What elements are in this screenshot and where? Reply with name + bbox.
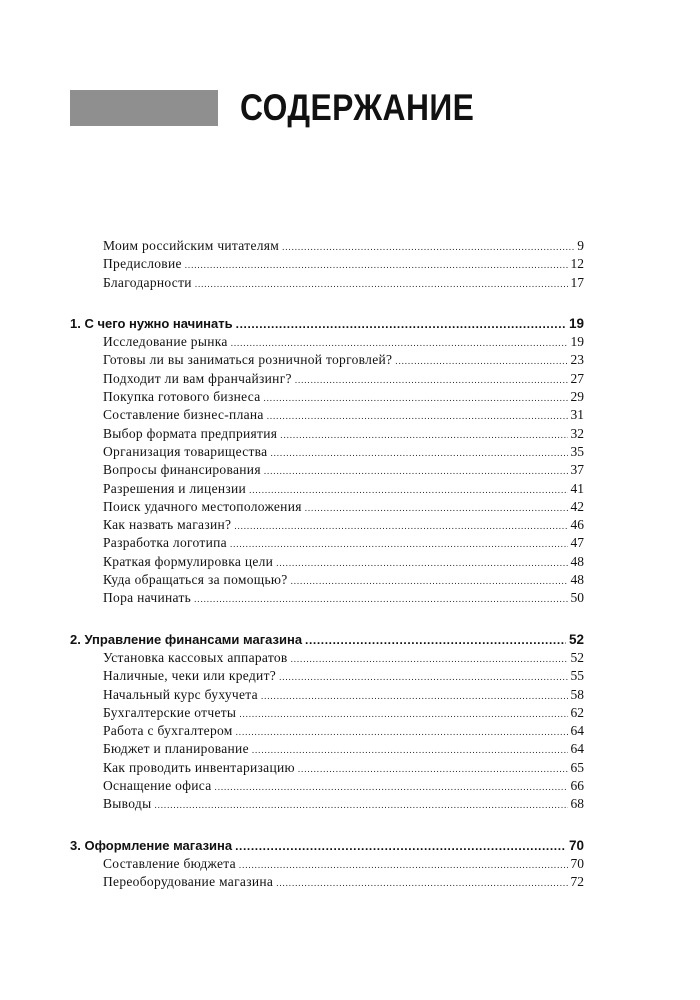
section-page: 37 (570, 462, 584, 478)
chapter-page: 19 (568, 315, 584, 331)
section-title: Покупка готового бизнеса (103, 389, 261, 405)
section-page: 72 (570, 874, 584, 890)
dot-leader (239, 705, 567, 723)
toc-section (70, 443, 584, 461)
table-of-contents (70, 237, 584, 892)
dot-leader (298, 760, 568, 778)
section-page: 64 (570, 723, 584, 739)
dot-leader (276, 874, 567, 892)
dot-leader (276, 554, 567, 572)
dot-leader (267, 407, 568, 425)
dot-leader (235, 837, 566, 855)
section-page: 23 (570, 352, 584, 368)
section-page: 68 (570, 796, 584, 812)
section-title: Вопросы финансирования (103, 462, 261, 478)
section-page: 48 (570, 572, 584, 588)
dot-leader (280, 426, 567, 444)
toc-section (70, 461, 584, 479)
toc-section (70, 873, 584, 891)
toc-section (70, 777, 584, 795)
toc-entry-page: 12 (570, 256, 584, 272)
dot-leader (236, 315, 566, 333)
toc-entry-preface (70, 255, 584, 273)
toc-section (70, 686, 584, 704)
section-title: Поиск удачного местоположения (103, 498, 302, 514)
dot-leader (270, 444, 567, 462)
dot-leader (252, 741, 568, 759)
dot-leader (264, 389, 568, 407)
toc-entry-title: Благодарности (103, 274, 192, 290)
toc-section (70, 571, 584, 589)
section-page: 62 (570, 704, 584, 720)
section-title: Составление бизнес-плана (103, 407, 264, 423)
toc-section (70, 498, 584, 516)
section-page: 66 (570, 778, 584, 794)
chapter-page: 70 (568, 837, 584, 853)
dot-leader (264, 462, 568, 480)
toc-section (70, 425, 584, 443)
toc-chapter-3 (70, 837, 584, 855)
section-title: Выводы (103, 796, 152, 812)
section-page: 64 (570, 741, 584, 757)
dot-leader (279, 668, 567, 686)
section-page: 29 (570, 389, 584, 405)
dot-leader (395, 352, 567, 370)
toc-section (70, 589, 584, 607)
section-page: 47 (570, 535, 584, 551)
toc-section (70, 855, 584, 873)
dot-leader (236, 723, 568, 741)
dot-leader (239, 856, 568, 874)
page-title: СОДЕРЖАНИЕ (240, 87, 475, 128)
toc-section (70, 388, 584, 406)
dot-leader (291, 572, 568, 590)
dot-leader (282, 238, 574, 256)
toc-section (70, 740, 584, 758)
page-header (70, 86, 512, 130)
dot-leader (249, 481, 567, 499)
section-title: Наличные, чеки или кредит? (103, 668, 277, 684)
section-title: Начальный курс бухучета (103, 686, 258, 702)
dot-leader (305, 631, 566, 649)
section-page: 19 (570, 334, 584, 350)
section-title: Краткая формулировка цели (103, 553, 274, 569)
toc-entry-page: 17 (570, 274, 584, 290)
toc-entry-acknowledgements (70, 274, 584, 292)
toc-entry-title: Предисловие (103, 256, 182, 272)
section-page: 48 (570, 553, 584, 569)
section-title: Пора начинать (103, 590, 192, 606)
toc-entry-title: Моим российским читателям (103, 238, 280, 253)
dot-leader (195, 275, 568, 293)
dot-leader (234, 517, 567, 535)
chapter-title: 2. Управление финансами магазина (70, 631, 303, 647)
dot-leader (154, 796, 567, 814)
toc-section (70, 759, 584, 777)
toc-entry-readers (70, 237, 584, 255)
dot-leader (185, 256, 568, 274)
section-title: Разрешения и лицензии (103, 480, 247, 496)
section-title: Куда обращаться за помощью? (103, 572, 288, 588)
section-title: Подходит ли вам франчайзинг? (103, 370, 292, 386)
section-title: Разработка логотипа (103, 535, 227, 551)
section-title: Выбор формата предприятия (103, 425, 278, 441)
section-page: 32 (570, 425, 584, 441)
section-page: 52 (570, 649, 584, 665)
toc-section (70, 516, 584, 534)
section-page: 35 (570, 443, 584, 459)
toc-section (70, 406, 584, 424)
toc-chapter-1 (70, 315, 584, 333)
section-title: Бухгалтерские отчеты (103, 704, 237, 720)
toc-section (70, 351, 584, 369)
section-page: 41 (570, 480, 584, 496)
section-title: Бюджет и планирование (103, 741, 249, 757)
section-title: Составление бюджета (103, 855, 236, 871)
toc-section (70, 795, 584, 813)
toc-section (70, 370, 584, 388)
dot-leader (295, 371, 568, 389)
dot-leader (194, 590, 567, 608)
toc-section (70, 480, 584, 498)
dot-leader (215, 778, 568, 796)
chapter-page: 52 (568, 631, 584, 647)
toc-chapter-2 (70, 631, 584, 649)
toc-section (70, 534, 584, 552)
toc-section (70, 649, 584, 667)
toc-section (70, 333, 584, 351)
section-page: 65 (570, 759, 584, 775)
header-accent-bar (70, 90, 218, 126)
section-title: Установка кассовых аппаратов (103, 649, 288, 665)
dot-leader (305, 499, 568, 517)
dot-leader (230, 535, 568, 553)
dot-leader (261, 687, 568, 705)
section-page: 70 (570, 855, 584, 871)
toc-section (70, 722, 584, 740)
dot-leader (291, 650, 568, 668)
section-page: 42 (570, 498, 584, 514)
section-title: Оснащение офиса (103, 778, 212, 794)
chapter-title: 3. Оформление магазина (70, 837, 233, 853)
section-title: Как назвать магазин? (103, 517, 232, 533)
section-title: Организация товарищества (103, 443, 268, 459)
toc-section (70, 667, 584, 685)
section-page: 46 (570, 517, 584, 533)
chapter-title: 1. С чего нужно начинать (70, 315, 233, 331)
section-title: Переоборудование магазина (103, 874, 274, 890)
section-title: Работа с бухгалтером (103, 723, 233, 739)
dot-leader (231, 334, 568, 352)
section-page: 58 (570, 686, 584, 702)
section-title: Как проводить инвентаризацию (103, 759, 295, 775)
section-title: Готовы ли вы заниматься розничной торговлей? (103, 352, 393, 368)
section-title: Исследование рынка (103, 334, 228, 350)
toc-entry-page: 9 (577, 238, 584, 253)
section-page: 50 (570, 590, 584, 606)
section-page: 31 (570, 407, 584, 423)
section-page: 27 (570, 370, 584, 386)
toc-section (70, 553, 584, 571)
section-page: 55 (570, 668, 584, 684)
toc-section (70, 704, 584, 722)
